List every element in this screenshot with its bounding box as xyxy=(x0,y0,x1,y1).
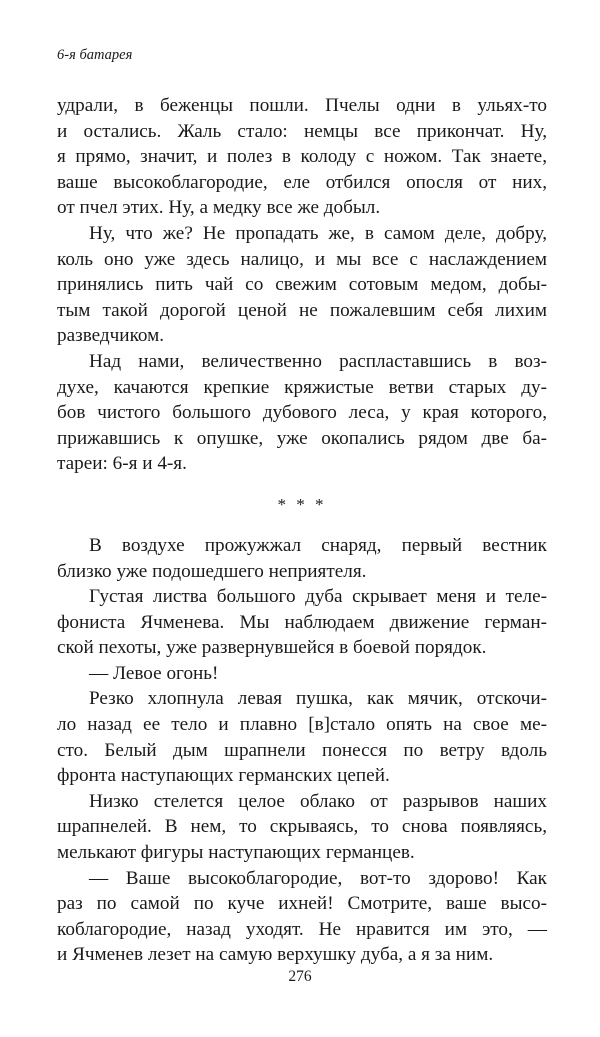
text-line: ской пехоты, уже развернувшейся в боевой порядок. xyxy=(57,637,487,659)
text-line: Над нами, величественно распластавшись в воз- xyxy=(89,350,547,372)
text-line: шрапнелей. В нем, то скрываясь, то снова появляясь, xyxy=(57,816,547,838)
text-line: ло назад ее тело и плавно [в]стало опять на свое ме- xyxy=(57,714,547,736)
text-line: Густая листва большого дуба скрывает меня и теле- xyxy=(89,586,547,608)
text-line: близко уже подошедшего неприятеля. xyxy=(57,560,367,582)
text-line: удрали, в беженцы пошли. Пчелы одни в ульях-то xyxy=(57,95,547,116)
text-line: раз по самой по куче ихней! Смотрите, ваше высо- xyxy=(57,893,547,915)
body-text xyxy=(57,93,547,968)
text-line: мелькают фигуры наступающих германцев. xyxy=(57,842,415,864)
paragraph xyxy=(57,93,547,221)
text-line: фронта наступающих германских цепей. xyxy=(57,765,390,787)
text-line: бов чистого большого дубового леса, у края которого, xyxy=(57,402,547,424)
paragraph xyxy=(57,686,547,788)
paragraph xyxy=(57,584,547,661)
text-line: коль оно уже здесь налицо, и мы все с наслаждением xyxy=(57,248,547,270)
page-number: 276 xyxy=(288,968,312,985)
text-line: тареи: 6-я и 4-я. xyxy=(57,453,187,475)
text-line: от пчел этих. Ну, а медку все же добыл. xyxy=(57,197,381,219)
text-line: фониста Ячменева. Мы наблюдаем движение герман- xyxy=(57,611,547,633)
text-line: Низко стелется целое облако от разрывов наших xyxy=(89,790,547,812)
text-line: разведчиком. xyxy=(57,325,165,347)
text-line: прижавшись к опушке, уже окопались рядом две ба- xyxy=(57,427,547,449)
paragraph xyxy=(57,789,547,866)
text-line: — Ваше высокоблагородие, вот-то здорово! Как xyxy=(89,867,547,889)
text-line: и Ячменев лезет на самую верхушку дуба, а я за ним. xyxy=(57,944,494,966)
text-line: — Левое огонь! xyxy=(89,662,219,684)
running-head: 6-я батарея xyxy=(57,47,133,63)
paragraph xyxy=(57,533,547,584)
text-line: духе, качаются крепкие кряжистые ветви старых ду- xyxy=(57,376,547,398)
text-line: ваше высокоблагородие, еле отбился опосля от них, xyxy=(57,171,547,193)
paragraph xyxy=(57,221,547,349)
paragraph xyxy=(57,349,547,477)
paragraph xyxy=(57,661,547,687)
text-line: Ну, что же? Не пропадать же, в самом деле, добру, xyxy=(89,222,547,244)
text-line: сто. Белый дым шрапнели понесся по ветру вдоль xyxy=(57,739,547,761)
text-line: я прямо, значит, и полез в колоду с ножом. Так знаете, xyxy=(57,146,547,168)
section-separator: * * * xyxy=(277,494,327,514)
text-line: и остались. Жаль стало: немцы все прикончат. Ну, xyxy=(57,120,547,142)
paragraph xyxy=(57,866,547,968)
text-line: тым такой дорогой ценой не пожалевшим себя лихим xyxy=(57,299,547,321)
text-line: В воздухе прожужжал снаряд, первый вестник xyxy=(89,534,547,556)
text-line: коблагородие, назад уходят. Не нравится им это, — xyxy=(57,918,547,940)
text-line: Резко хлопнула левая пушка, как мячик, отскочи- xyxy=(89,688,547,710)
text-line: принялись пить чай со свежим сотовым медом, добы- xyxy=(57,274,547,296)
